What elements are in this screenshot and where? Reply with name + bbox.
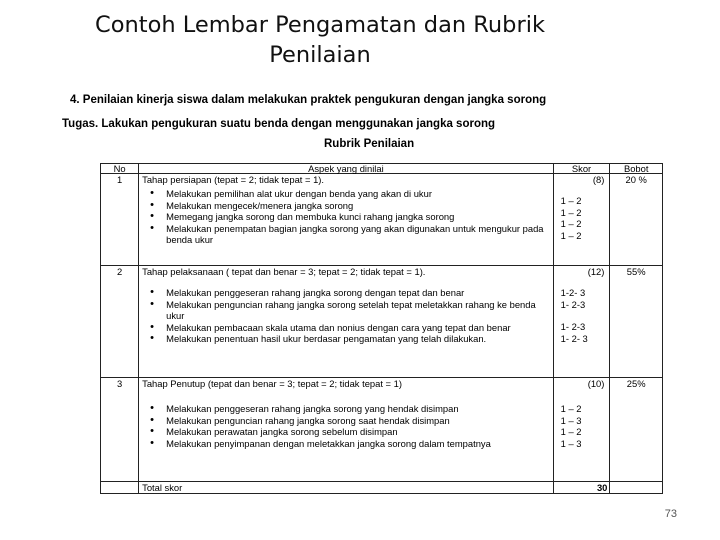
total-empty-weight (610, 482, 663, 494)
list-item: • Melakukan mengecek/menera jangka sorong (150, 200, 550, 212)
table-header-row (101, 164, 663, 174)
list-item: • Melakukan pembacaan skala utama dan nonius dengan cara yang tepat dan benar (150, 322, 550, 334)
slide-title (40, 10, 600, 70)
score-value: 1 – 2 (560, 218, 582, 229)
total-value: 30 (553, 482, 610, 494)
score-list (557, 287, 607, 344)
header-no: No (101, 164, 139, 174)
score-value: 1 – 3 (560, 437, 582, 449)
stage-weight: 25% (610, 378, 663, 482)
score-value: 1-2- 3 (560, 287, 586, 298)
score-value: 1 – 2 (560, 403, 582, 414)
stage-item-list (142, 188, 550, 246)
table-row (101, 174, 663, 266)
document-heading: 4. Penilaian kinerja siswa dalam melakukan praktek pengukuran dengan jangka sorong (70, 94, 547, 106)
rubric-table (100, 163, 663, 494)
score-list (557, 195, 607, 241)
rubric-title: Rubrik Penilaian (324, 138, 415, 150)
stage-total: (8) (592, 174, 605, 185)
slide-title-line-2: Penilaian (269, 42, 371, 68)
list-item: • Melakukan penentuan hasil ukur berdasar pengamatan yang telah dilakukan. (150, 333, 550, 345)
stage-title: Tahap pelaksanaan ( tepat dan benar = 3; tepat = 2; tidak tepat = 1). (142, 266, 426, 277)
table-row (101, 378, 663, 482)
stage-aspect (139, 378, 554, 482)
stage-aspect (139, 266, 554, 378)
score-value: 1 – 2 (560, 206, 582, 218)
stage-item-list (142, 403, 550, 449)
task-instruction: Tugas. Lakukan pengukuran suatu benda dengan menggunakan jangka sorong (62, 118, 496, 130)
stage-aspect (139, 174, 554, 266)
stage-no: 3 (101, 378, 139, 482)
total-row (101, 482, 663, 494)
header-weight: Bobot (610, 164, 663, 174)
header-score: Skor (553, 164, 610, 174)
score-value: 1 – 3 (560, 414, 582, 426)
table-row (101, 266, 663, 378)
stage-total: (12) (587, 266, 605, 277)
list-item: • Melakukan penggeseran rahang jangka sorong yang hendak disimpan (150, 403, 550, 415)
list-item: • Melakukan penguncian rahang jangka sorong setelah tepat meletakkan rahang ke benda ukur (150, 299, 550, 322)
stage-total: (10) (587, 378, 605, 389)
score-value: 1- 2-3 (560, 321, 586, 332)
stage-score (553, 378, 610, 482)
stage-score (553, 266, 610, 378)
stage-title: Tahap persiapan (tepat = 2; tidak tepat = 1). (142, 174, 325, 185)
stage-score (553, 174, 610, 266)
slide-title-line-1: Contoh Lembar Pengamatan dan Rubrik (95, 12, 545, 38)
list-item: • Melakukan penyimpanan dengan meletakkan jangka sorong dalam tempatnya (150, 438, 550, 450)
score-value: 1- 2-3 (560, 298, 586, 310)
list-item: • Memegang jangka sorong dan membuka kunci rahang jangka sorong (150, 211, 550, 223)
total-label: Total skor (139, 482, 554, 494)
stage-no: 2 (101, 266, 139, 378)
list-item: • Melakukan penguncian rahang jangka sorong saat hendak disimpan (150, 415, 550, 427)
score-value: 1 – 2 (560, 426, 582, 437)
list-item: • Melakukan perawatan jangka sorong sebelum disimpan (150, 426, 550, 438)
stage-no: 1 (101, 174, 139, 266)
score-list (557, 403, 607, 449)
stage-title: Tahap Penutup (tepat dan benar = 3; tepat = 2; tidak tepat = 1) (142, 378, 402, 389)
score-value: 1 – 2 (560, 229, 582, 241)
list-item: • Melakukan penempatan bagian jangka sorong yang akan digunakan untuk mengukur pada benda ukur (150, 223, 550, 246)
score-value: 1 – 2 (560, 195, 582, 206)
list-item: • Melakukan penggeseran rahang jangka sorong dengan tepat dan benar (150, 287, 550, 299)
stage-weight: 55% (610, 266, 663, 378)
score-value: 1- 2- 3 (560, 332, 588, 344)
stage-weight: 20 % (610, 174, 663, 266)
page-number: 73 (664, 508, 677, 520)
list-item: • Melakukan pemilihan alat ukur dengan benda yang akan di ukur (150, 188, 550, 200)
total-empty-cell (101, 482, 139, 494)
stage-item-list (142, 287, 550, 345)
header-aspect: Aspek yang dinilai (139, 164, 554, 174)
